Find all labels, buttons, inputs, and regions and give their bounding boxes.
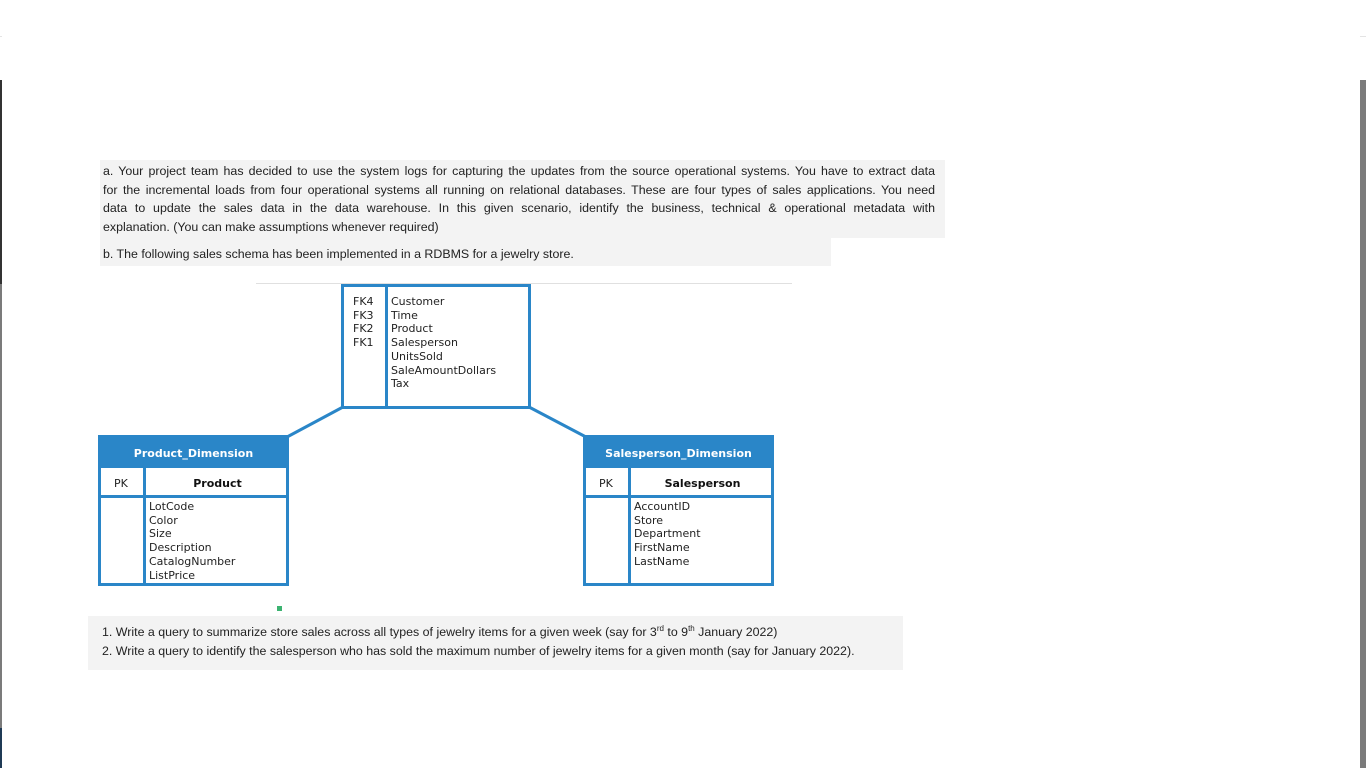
question-a-line: for the incremental loads from four operational systems all running on relational databases. These are four types of sales applications. You need [103,182,935,197]
fact-table-divider [385,287,388,406]
fact-table [341,284,531,409]
product-dimension-table [98,435,289,586]
salesperson-attribute: LastName [634,554,690,568]
product-pk-column: Product [193,477,242,490]
product-attribute: LotCode [149,500,195,513]
fact-table-keys [353,295,374,350]
salesperson-attribute: FirstName [634,541,690,555]
cursor-marker [277,606,282,611]
product-dimension-divider [143,468,146,583]
sql-questions [88,616,903,670]
question-b: b. The following sales schema has been implemented in a RDBMS for a jewelry store. [100,238,831,266]
salesperson-attribute: Department [634,527,701,541]
salesperson-dimension-divider [628,468,631,583]
fact-column: Time [391,308,418,322]
background-window-right [1360,80,1366,768]
product-attribute: ListPrice [149,568,196,582]
product-dimension-attributes [149,500,235,582]
fact-column: Customer [391,295,445,308]
product-pk-label: PK [114,477,128,490]
question-1-text: to 9 [663,625,689,639]
fact-key: FK4 [353,295,374,308]
question-1-text: January 2022) [694,625,778,639]
product-dimension-pk-row [101,468,286,498]
question-a-line: a. Your project team has decided to use the system logs for capturing the updates from the source operational systems. You have to extract data [103,164,935,178]
question-1-sup: th [688,623,695,633]
fact-column: Salesperson [391,336,458,350]
question-a [100,160,945,238]
window-edge [0,80,2,284]
product-attribute: Description [149,541,212,555]
fact-key: FK2 [353,322,374,336]
fact-column: Product [391,322,433,336]
question-1-sup: rd [656,623,664,633]
salesperson-attribute: Store [634,513,664,527]
question-a-line: explanation. (You can make assumptions whenever required) [103,219,439,234]
salesperson-pk-column: Salesperson [664,477,741,490]
fact-column: UnitsSold [391,349,443,363]
salesperson-pk-label: PK [599,477,613,490]
salesperson-dimension-attributes [634,500,701,569]
salesperson-dimension-table [583,435,774,586]
question-1 [102,623,903,642]
salesperson-dimension-title: Salesperson_Dimension [586,438,771,468]
fact-column: SaleAmountDollars [391,363,497,377]
question-1-text: 1. Write a query to summarize store sales across all types of jewelry items for a given week (say for 3 [102,625,657,639]
product-attribute: Color [149,513,178,527]
salesperson-attribute: AccountID [634,500,691,513]
product-attribute: CatalogNumber [149,554,236,568]
fact-key: FK1 [353,336,374,350]
fact-column: Tax [391,377,410,391]
salesperson-dimension-pk-row [586,468,771,498]
fact-key: FK3 [353,308,374,322]
question-a-line: data to update the sales data in the data warehouse. In this given scenario, identify the business, technical & operational metadata with [103,201,935,215]
question-2: 2. Write a query to identify the salesperson who has sold the maximum number of jewelry items for a given month (say for January 2022). [102,644,855,658]
product-attribute: Size [149,527,172,541]
fact-table-columns [391,295,496,391]
product-dimension-title: Product_Dimension [101,438,286,468]
